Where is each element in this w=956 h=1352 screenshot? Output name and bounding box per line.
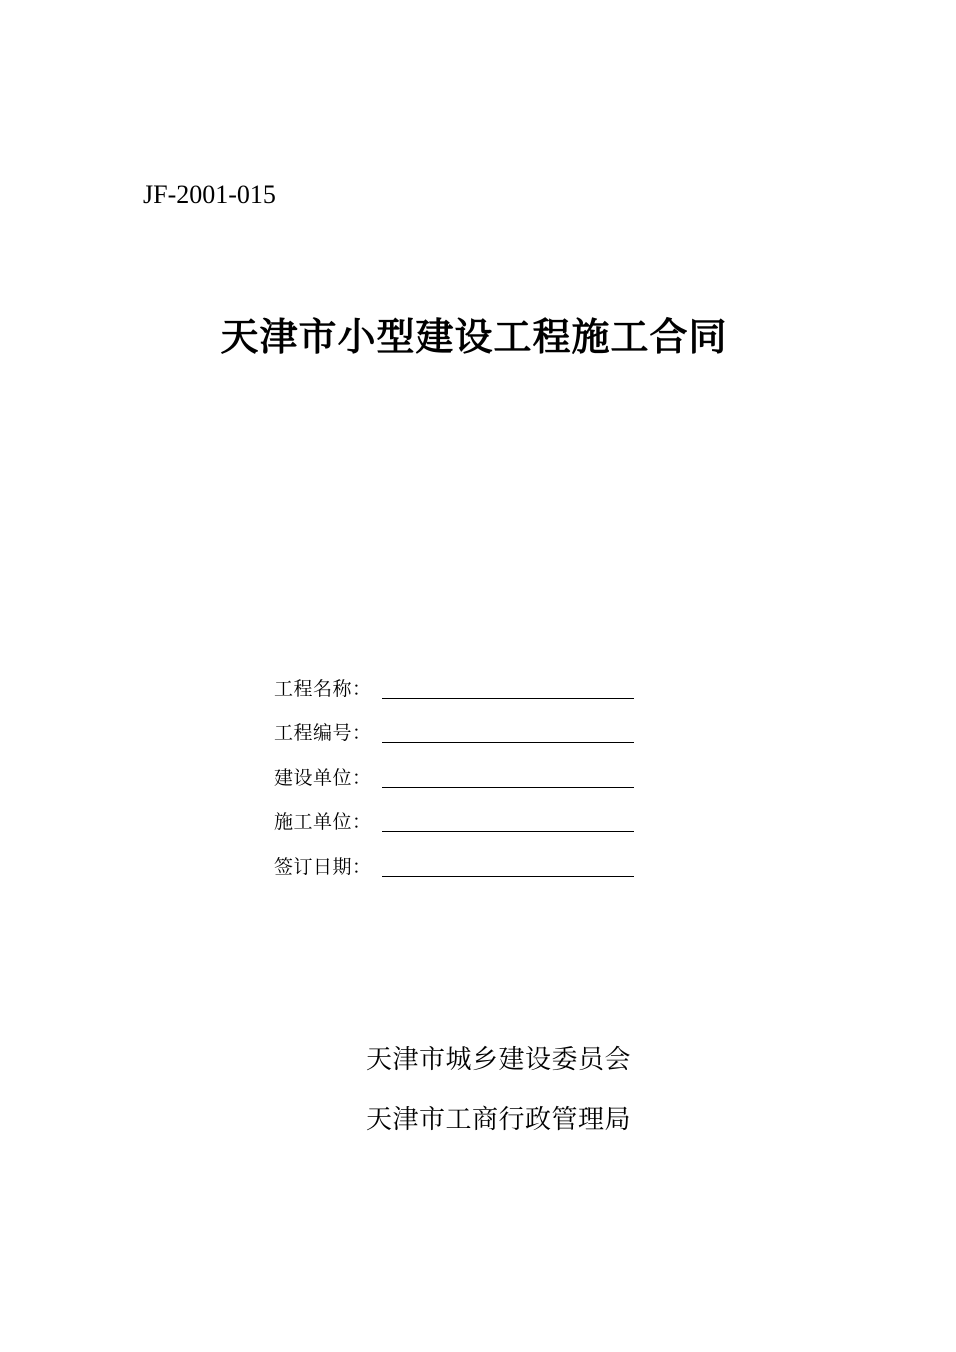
field-owner-unit (274, 747, 654, 792)
field-project-number (274, 703, 654, 748)
field-label-project-number: 工程编号： (274, 722, 372, 744)
issuer-commerce-bureau: 天津市工商行政管理局 (366, 1105, 632, 1135)
field-blank-owner-unit[interactable] (382, 765, 634, 788)
issuing-authorities (366, 1030, 631, 1150)
contract-info-fields (274, 658, 654, 881)
field-blank-signing-date[interactable] (382, 854, 634, 877)
field-blank-contractor-unit[interactable] (382, 809, 634, 832)
field-project-name (274, 658, 654, 703)
field-contractor-unit (274, 792, 654, 837)
field-label-owner-unit: 建设单位： (274, 766, 372, 789)
field-signing-date (274, 836, 654, 881)
field-label-project-name: 工程名称： (274, 677, 372, 700)
field-label-signing-date: 签订日期： (274, 855, 372, 878)
issuer-construction-committee: 天津市城乡建设委员会 (366, 1045, 632, 1075)
field-blank-project-name[interactable] (382, 676, 634, 699)
document-title: 天津市小型建设工程施工合同 (220, 315, 728, 359)
document-code: JF-2001-015 (143, 180, 276, 209)
field-label-contractor-unit: 施工单位： (274, 811, 372, 833)
field-blank-project-number[interactable] (382, 720, 634, 743)
